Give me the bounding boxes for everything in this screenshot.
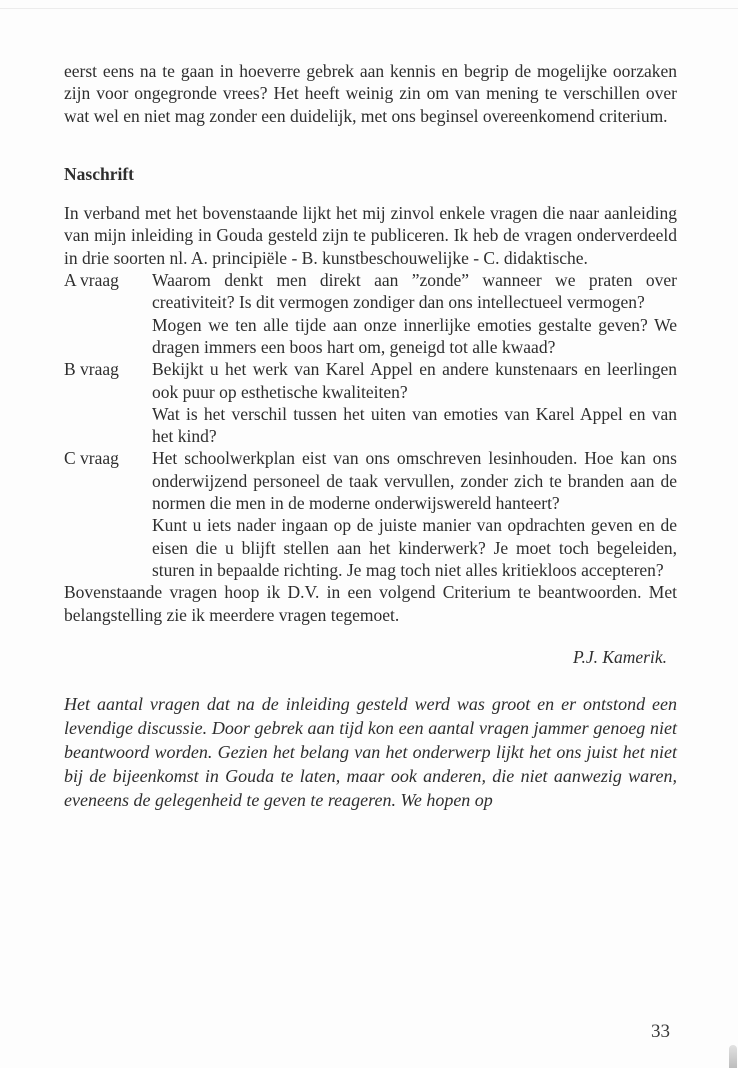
question-c-paragraph-2: Kunt u iets nader ingaan op de juiste manier van opdrachten geven en de eisen die u blijft stellen aan het kinderwerk? Je moet toch begeleiden, sturen in bepaalde richting. Je mag toch niet alles kritiekloos accepteren? (152, 515, 677, 580)
question-a-paragraph-2: Mogen we ten alle tijde aan onze innerlijke emoties gestalte geven? We dragen immers een boos hart om, geneigd tot alle kwaad? (152, 314, 677, 357)
page-number: 33 (651, 1021, 670, 1042)
question-b-paragraph-1: Bekijkt u het werk van Karel Appel en andere kunstenaars en leerlingen ook puur op esthetische kwaliteiten? (152, 359, 677, 402)
question-text-a (152, 269, 677, 358)
question-label-c: C vraag (64, 448, 119, 469)
scan-artifact-bottom-right (729, 1045, 737, 1068)
question-text-b (152, 358, 677, 447)
question-item-a (64, 269, 677, 358)
naschrift-intro-paragraph: In verband met het bovenstaande lijkt het mij zinvol enkele vragen die naar aanleiding van mijn inleiding in Gouda gesteld zijn te publiceren. Ik heb de vragen onderverdeeld in drie soorten nl. A. principiële - B. kunstbeschouwelijke - C. didaktische. (64, 203, 677, 268)
question-text-c (152, 447, 677, 581)
author-signature: P.J. Kamerik. (573, 646, 667, 667)
question-item-b (64, 358, 677, 447)
question-c-paragraph-1: Het schoolwerkplan eist van ons omschreven lesinhouden. Hoe kan ons onderwijzend personeel de taak vervullen, zonder zich te branden aan de normen die men in de moderne onderwijswereld hanteert? (152, 448, 677, 514)
closing-paragraph: Bovenstaande vragen hoop ik D.V. in een volgend Criterium te beantwoorden. Met belangstelling zie ik meerdere vragen tegemoet. (64, 582, 677, 625)
section-heading: Naschrift (64, 163, 134, 184)
intro-paragraph: eerst eens na te gaan in hoeverre gebrek aan kennis en begrip de mogelijke oorzaken zijn voor ongegronde vrees? Het heeft weinig zin om van mening te verschillen over wat wel en niet mag zonder een duidelijk, met ons beginsel overeenkomend criterium. (64, 61, 677, 126)
scan-artifact-top-line (0, 8, 738, 9)
question-label-a: A vraag (64, 270, 119, 291)
question-b-paragraph-2: Wat is het verschil tussen het uiten van emoties van Karel Appel en van het kind? (152, 403, 677, 447)
text-block (64, 60, 677, 812)
question-a-paragraph-1: Waarom denkt men direkt aan ”zonde” wanneer we praten over creativiteit? Is dit vermogen zondiger dan ons intellectueel vermogen? (152, 270, 677, 313)
editor-note-paragraph: Het aantal vragen dat na de inleiding gesteld werd was groot en er ontstond een levendige discussie. Door gebrek aan tijd kon een aantal vragen jammer genoeg niet beantwoord worden. Gezien het belang van het onderwerp lijkt het ons juist het niet bij de bijeenkomst in Gouda te laten, maar ook anderen, die niet aanwezig waren, eveneens de gelegenheid te geven te reageren. We hopen op (64, 693, 677, 810)
question-item-c (64, 447, 677, 581)
question-label-b: B vraag (64, 359, 119, 380)
